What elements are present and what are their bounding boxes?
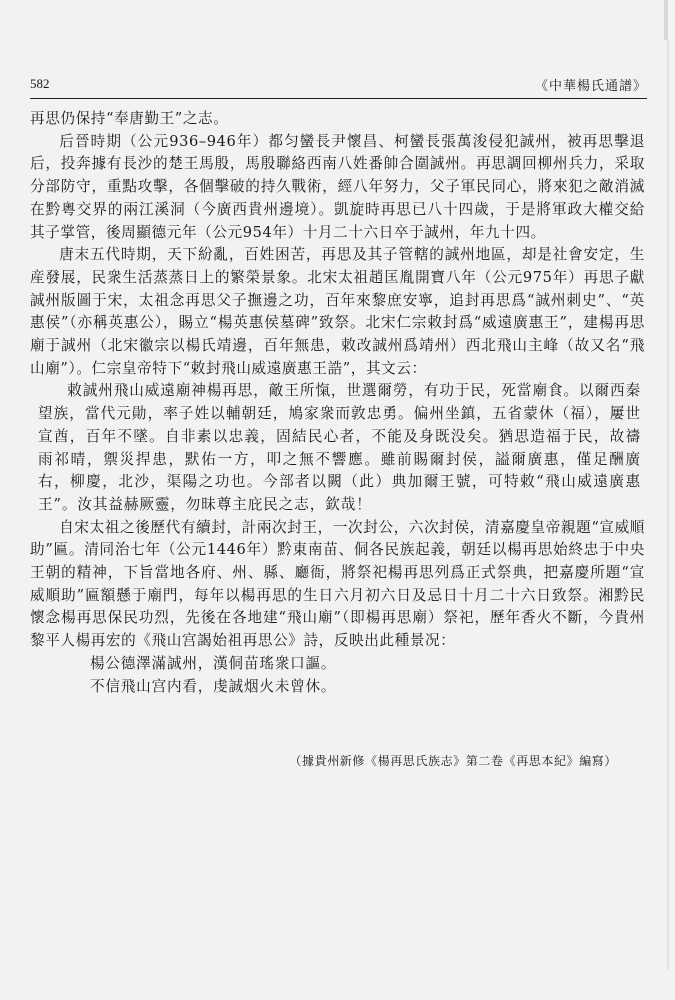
running-title: 《中華楊氏通譜》 [534, 79, 647, 94]
scan-margin-mark [664, 0, 668, 40]
header-rule [30, 98, 647, 99]
scan-edge [667, 40, 669, 970]
body-text [30, 108, 645, 698]
imperial-decree-quote: 敕誠州飛山威遠廟神楊再思，敵王所愾，世選爾勞，有功于民，死當廟食。以爾西秦望族，當代元勛，率子姓以輔朝廷，鳩家衆而敦忠勇。偏州坐鎮，五省蒙休（福），屢世宣酋，百年不墜。自非素以忠義，固結民心者，不能及身既没矣。猶思造福于民，故禱雨祁晴，禦災捍患，默佑一方，叩之無不響應。雖前賜爾封侯，謚爾廣惠，僅足酬廣右，柳慶，北沙，渠陽之功也。今部者以闕（此）典加爾王號，可特敕“飛山威遠廣惠王”。汝其益赫厥靈，勿昧尊主庇民之志，欽哉！ [38, 382, 641, 513]
paragraph-later-jin: 后晉時期（公元936–946年）都匀蠻長尹懷昌、柯蠻長張萬浚侵犯誠州，被再思擊退后，投奔據有長沙的楚王馬殷，馬殷聯絡西南八姓番帥合圍誠州。再思調回柳州兵力，采取分部防守，重點攻擊，各個擊破的持久戰術，經八年努力，父子軍民同心，將來犯之敵消滅在黔粵交界的兩江溪洞（今廣西貴州邊境）。凱旋時再思已八十四歲，于是將軍政大權交給其子掌管，後周顯德元年（公元954年）十月二十六日卒于誠州，年九十四。 [30, 132, 645, 241]
paragraph-later-honors: 自宋太祖之後歷代有續封，計兩次封王，一次封公，六次封侯，清嘉慶皇帝親題“宣威順助”匾。清同治七年（公元1446年）黔東南苗、侗各民族起義，朝廷以楊再思始終忠于中央王朝的精神，下旨當地各府、州、縣、廳衙，將祭祀楊再思列爲正式祭典，把嘉慶所題“宣威順助”匾額懸于廟門，每年以楊再思的生日六月初六日及忌日十月二十六日致祭。湘黔民懷念楊再思保民功烈，先後在各地建“飛山廟”（即楊再思廟）祭祀，歷年香火不斷，今貴州黎平人楊再宏的《飛山宫謁始祖再思公》詩，反映出此種景况： [30, 518, 645, 650]
source-note: （據貴州新修《楊再思氏族志》第二卷《再思本紀》編寫） [289, 754, 617, 768]
page-number: 582 [30, 76, 50, 91]
paragraph-continuation: 再思仍保持“奉唐勤王”之志。 [30, 110, 229, 127]
poem-line-1: 楊公德澤滿誠州，漢侗苗瑤衆口謳。 [90, 654, 337, 672]
page-header [30, 74, 647, 96]
paragraph-five-dynasties: 唐末五代時期，天下紛亂，百姓困苦，再思及其子管轄的誠州地區，却是社會安定，生産發展，民衆生活蒸蒸日上的繁榮景象。北宋太祖趙匡胤開寶八年（公元975年）再思子獻誠州版圖于宋，太祖念再思父子撫邊之功，百年來黎庶安寧，追封再思爲“誠州刺史”、“英惠侯”（亦稱英惠公），賜立“楊英惠侯墓碑”致祭。北宋仁宗敕封爲“威遠廣惠王”，建楊再思廟于誠州（北宋徽宗以楊氏靖邊，百年無患，敕改誠州爲靖州）西北飛山主峰（故又名“飛山廟”）。仁宗皇帝特下“敕封飛山威遠廣惠王誥”，其文云： [30, 246, 645, 377]
poem-line-2: 不信飛山宫内看，虔誠烟火未曾休。 [90, 677, 337, 695]
